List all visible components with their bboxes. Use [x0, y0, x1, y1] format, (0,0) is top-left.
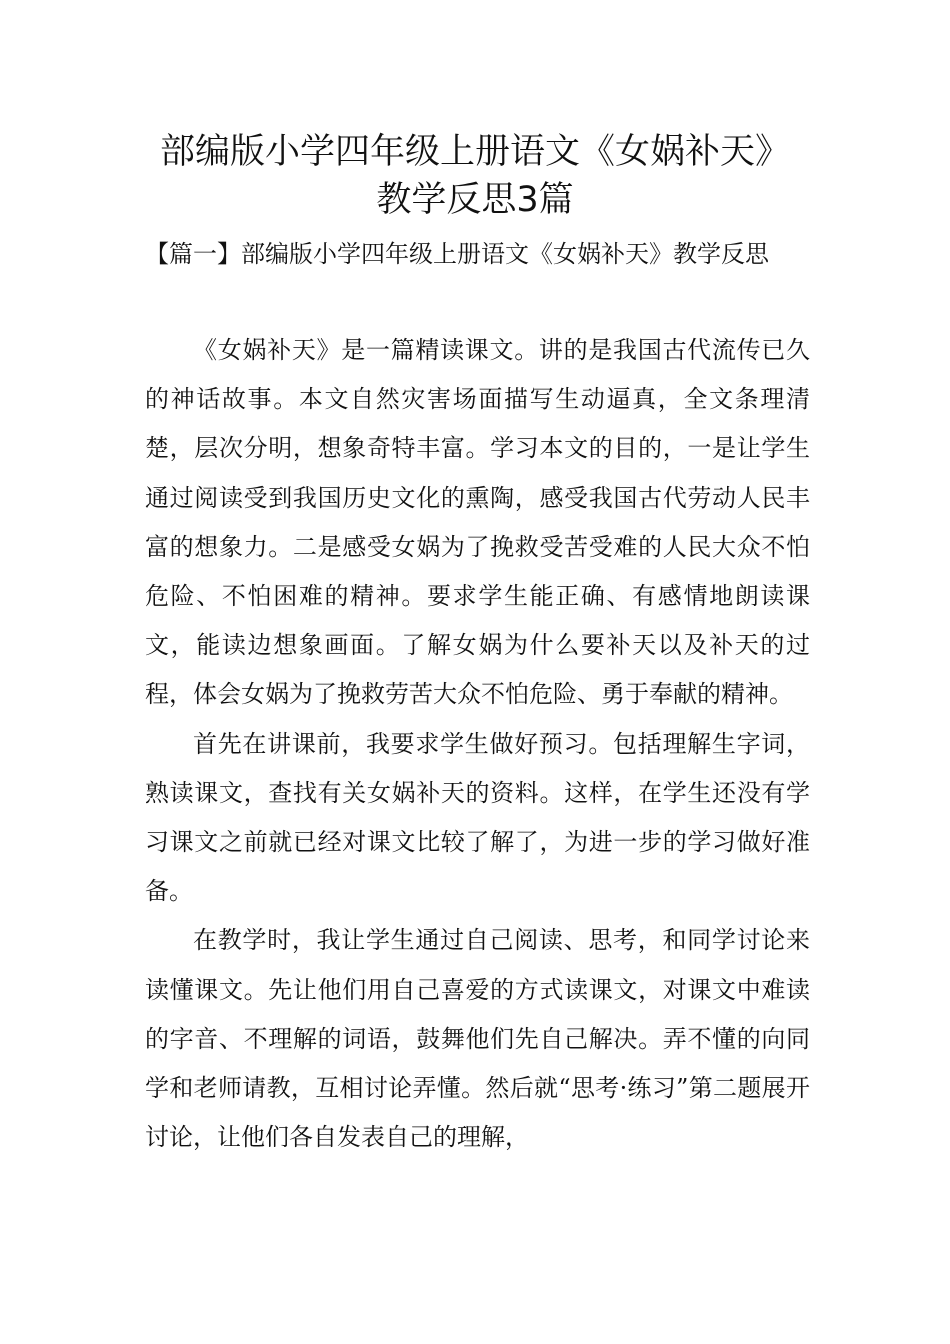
section-heading: 【篇一】部编版小学四年级上册语文《女娲补天》教学反思 — [145, 240, 769, 268]
paragraph: 首先在讲课前，我要求学生做好预习。包括理解生字词，熟读课文，查找有关女娲补天的资料。这样，在学生还没有学习课文之前就已经对课文比较了解了，为进一步的学习做好准备。 — [145, 729, 810, 906]
paragraph: 《女娲补天》是一篇精读课文。讲的是我国古代流传已久的神话故事。本文自然灾害场面描写生动逼真，全文条理清楚，层次分明，想象奇特丰富。学习本文的目的，一是让学生通过阅读受到我国历史文化的熏陶，感受我国古代劳动人民丰富的想象力。二是感受女娲为了挽救受苦受难的人民大众不怕危险、不怕困难的精神。要求学生能正确、有感情地朗读课文，能读边想象画面。了解女娲为什么要补天以及补天的过程，体会女娲为了挽救劳苦大众不怕危险、勇于奉献的精神。 — [145, 336, 810, 709]
document-title-line-1: 部编版小学四年级上册语文《女娲补天》 — [159, 132, 790, 172]
document-body — [145, 326, 810, 1162]
paragraph: 在教学时，我让学生通过自己阅读、思考，和同学讨论来读懂课文。先让他们用自己喜爱的方式读课文，对课文中难读的字音、不理解的词语，鼓舞他们先自己解决。弄不懂的向同学和老师请教，互相讨论弄懂。然后就“思考·练习”第二题展开讨论，让他们各自发表自己的理解， — [145, 926, 810, 1152]
document-title-line-2: 教学反思3篇 — [376, 180, 574, 220]
